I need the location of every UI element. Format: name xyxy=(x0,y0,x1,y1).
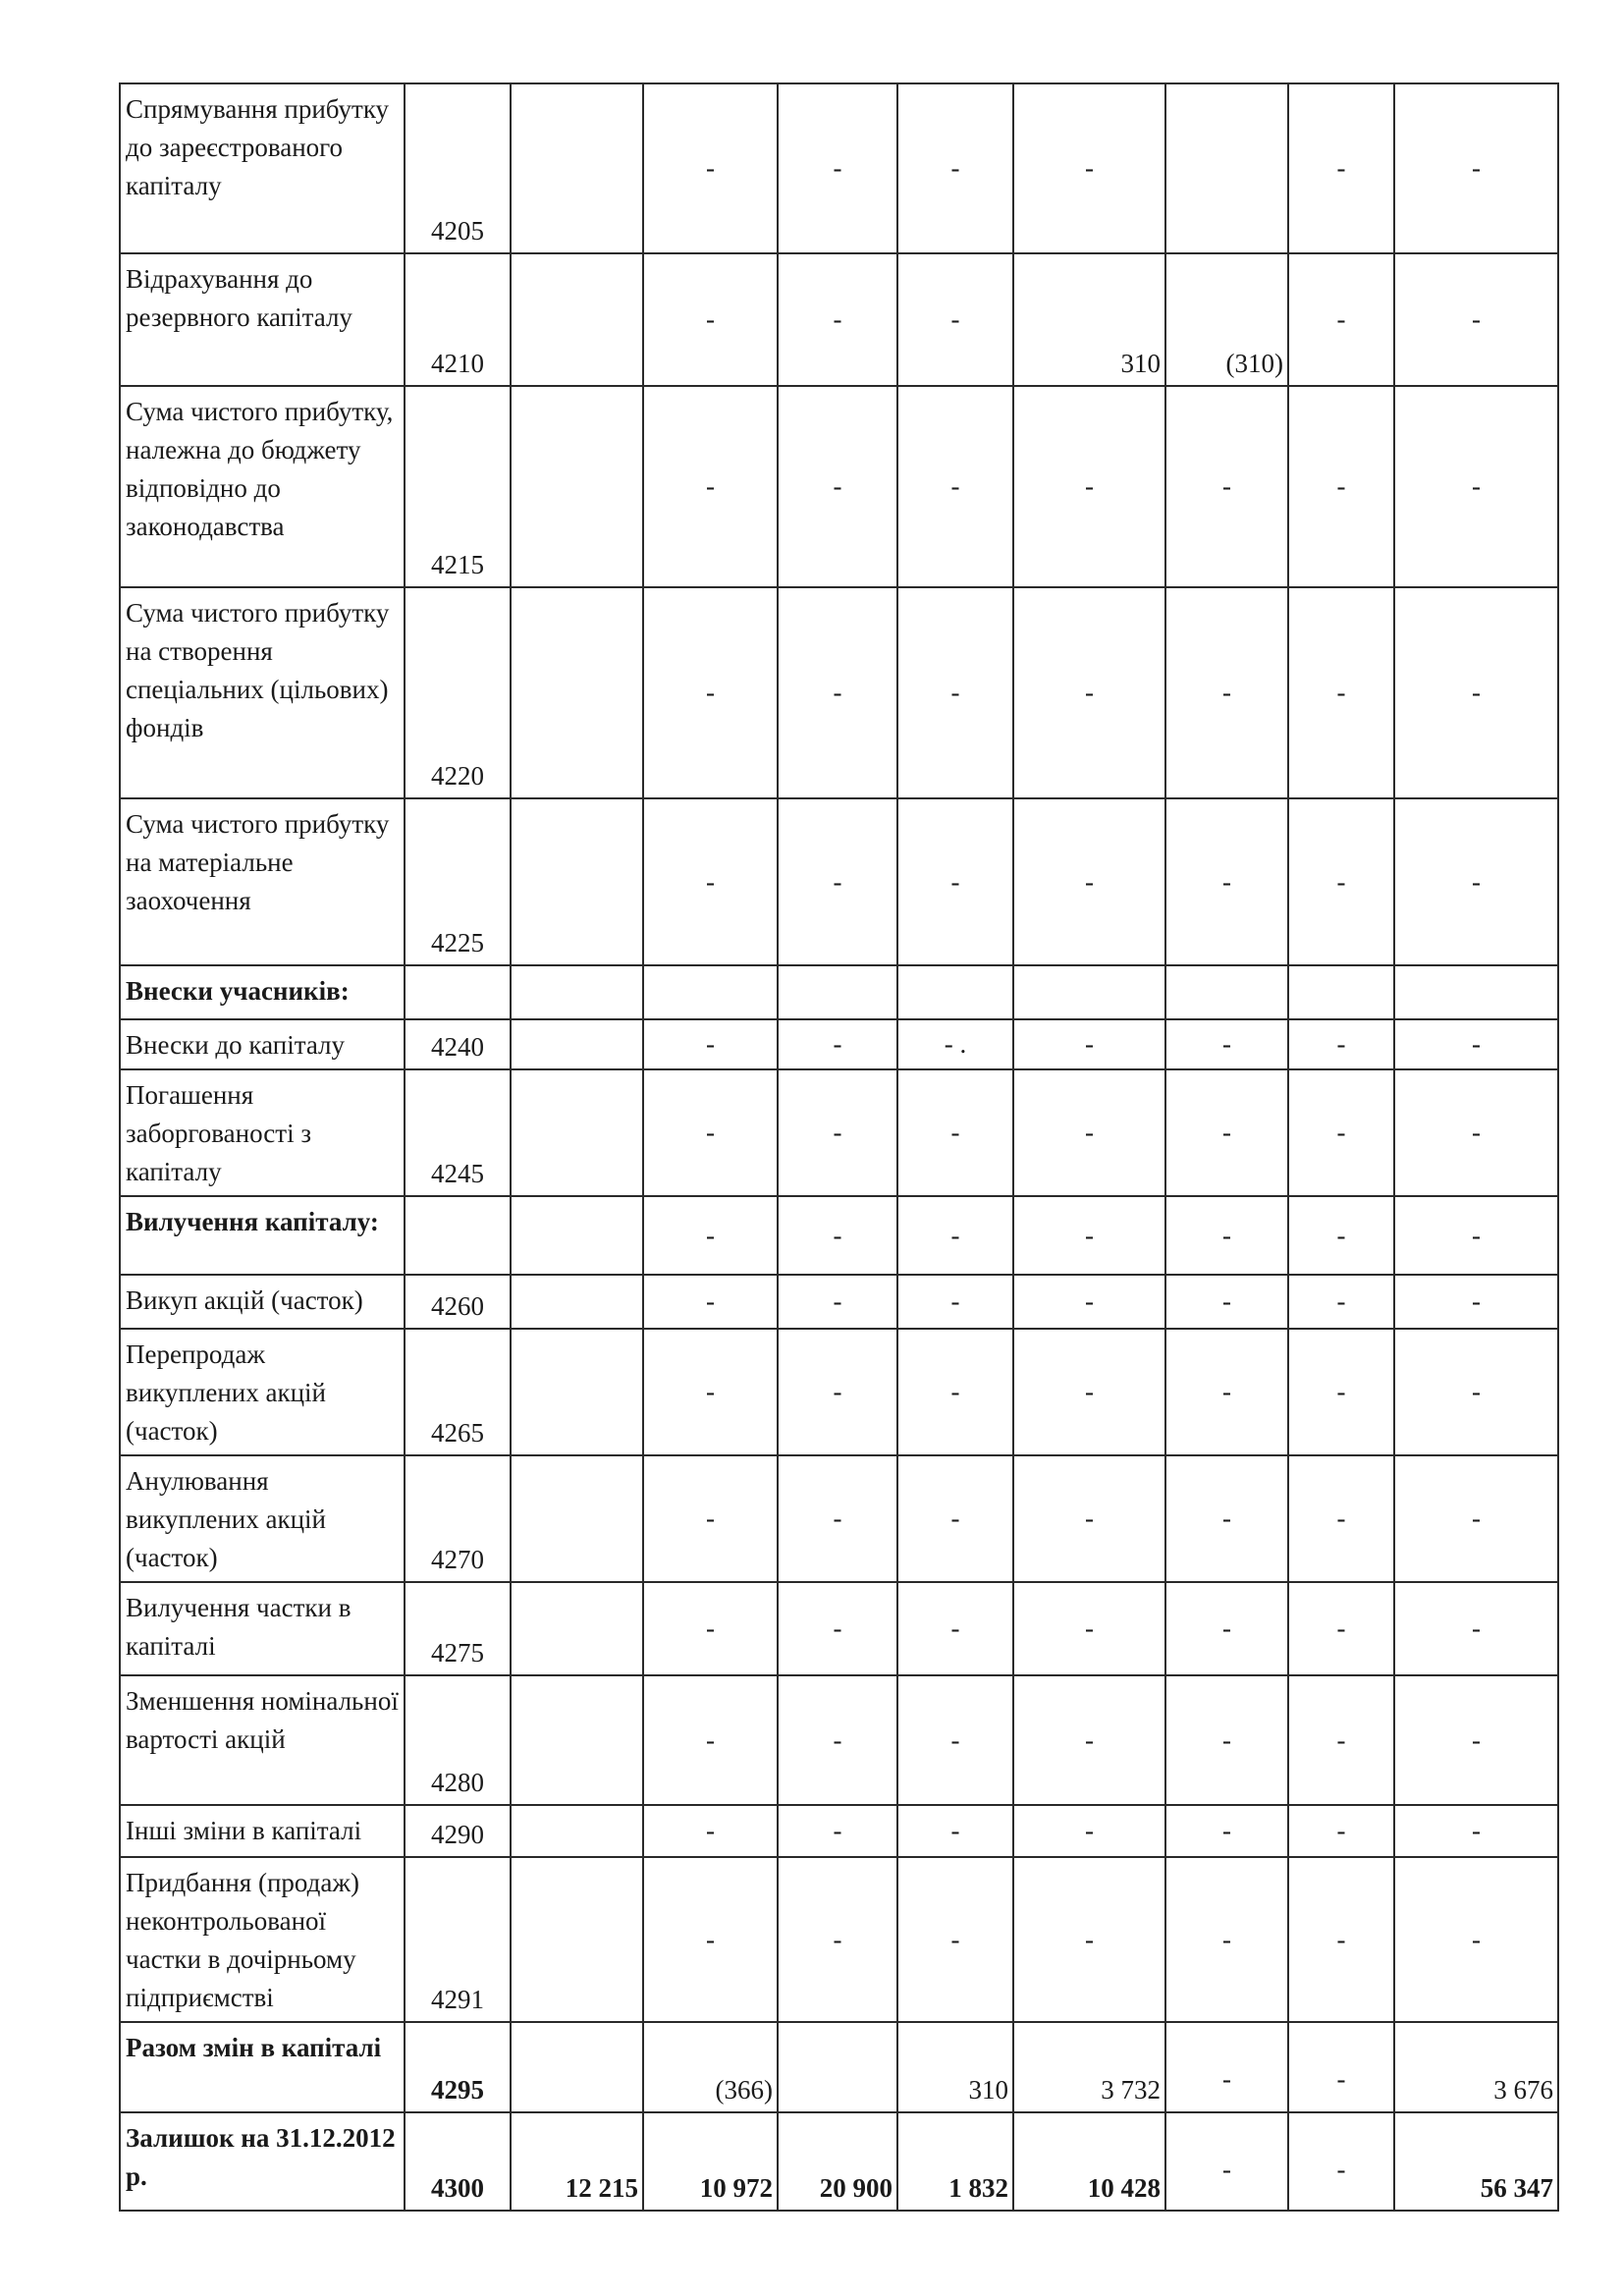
value-cell: - xyxy=(1013,1275,1165,1329)
value-cell: - xyxy=(778,587,897,798)
value-cell: - xyxy=(1165,1675,1288,1805)
table-row xyxy=(120,1582,1558,1675)
value-cell: - xyxy=(1394,1675,1558,1805)
value-cell: - xyxy=(1288,386,1394,587)
table-row xyxy=(120,1329,1558,1455)
row-code: 4245 xyxy=(405,1069,511,1196)
value-cell: - xyxy=(643,587,778,798)
value-cell: - xyxy=(1013,587,1165,798)
value-cell: - xyxy=(1013,1329,1165,1455)
value-cell: - xyxy=(1288,1019,1394,1069)
value-cell: - xyxy=(897,587,1013,798)
value-cell: - xyxy=(643,1582,778,1675)
value-cell: - xyxy=(778,1582,897,1675)
value-cell: - xyxy=(1288,798,1394,965)
value-cell: - xyxy=(643,1455,778,1582)
value-cell: - xyxy=(1288,83,1394,253)
value-cell: - xyxy=(643,1805,778,1857)
value-cell: - xyxy=(643,1069,778,1196)
value-cell: - xyxy=(1165,798,1288,965)
value-cell: - xyxy=(1394,1455,1558,1582)
value-cell: - xyxy=(778,83,897,253)
table-row xyxy=(120,1069,1558,1196)
value-cell xyxy=(1288,965,1394,1019)
value-cell: - xyxy=(897,798,1013,965)
value-cell: 12 215 xyxy=(511,2112,643,2211)
value-cell: - xyxy=(1013,1069,1165,1196)
value-cell xyxy=(1165,83,1288,253)
row-code xyxy=(405,1196,511,1275)
value-cell: - xyxy=(897,1329,1013,1455)
value-cell xyxy=(643,965,778,1019)
value-cell xyxy=(511,1675,643,1805)
value-cell: - xyxy=(1013,798,1165,965)
value-cell xyxy=(778,965,897,1019)
table-row xyxy=(120,1019,1558,1069)
value-cell: - xyxy=(897,253,1013,386)
value-cell xyxy=(897,965,1013,1019)
value-cell: - xyxy=(1165,1805,1288,1857)
row-code: 4280 xyxy=(405,1675,511,1805)
value-cell: 310 xyxy=(1013,253,1165,386)
table-row xyxy=(120,798,1558,965)
row-code xyxy=(405,965,511,1019)
row-label: Зменшення номінальної вартості акцій xyxy=(120,1675,405,1805)
row-code: 4225 xyxy=(405,798,511,965)
value-cell: - xyxy=(897,1805,1013,1857)
value-cell: - xyxy=(1288,1675,1394,1805)
value-cell: - xyxy=(1013,83,1165,253)
value-cell: - xyxy=(778,1069,897,1196)
value-cell: - xyxy=(1165,2112,1288,2211)
value-cell xyxy=(511,83,643,253)
value-cell: - xyxy=(1288,1582,1394,1675)
value-cell: - xyxy=(643,1329,778,1455)
value-cell: - xyxy=(1394,253,1558,386)
value-cell: - xyxy=(778,386,897,587)
value-cell: - xyxy=(778,1275,897,1329)
value-cell xyxy=(511,1196,643,1275)
value-cell: - xyxy=(1165,1582,1288,1675)
value-cell: - xyxy=(643,1196,778,1275)
value-cell: - xyxy=(897,1582,1013,1675)
value-cell: - xyxy=(1394,1196,1558,1275)
row-code: 4220 xyxy=(405,587,511,798)
table-row xyxy=(120,587,1558,798)
value-cell xyxy=(511,1857,643,2022)
table-row xyxy=(120,253,1558,386)
value-cell: - xyxy=(1165,1019,1288,1069)
value-cell xyxy=(778,2022,897,2112)
value-cell: - . xyxy=(897,1019,1013,1069)
value-cell: - xyxy=(1288,587,1394,798)
table-row xyxy=(120,1275,1558,1329)
row-code: 4205 xyxy=(405,83,511,253)
value-cell: - xyxy=(1288,1196,1394,1275)
section-heading: Внески учасників: xyxy=(120,965,405,1019)
table-row xyxy=(120,2022,1558,2112)
value-cell: - xyxy=(1013,1675,1165,1805)
value-cell: - xyxy=(643,1675,778,1805)
value-cell: 10 428 xyxy=(1013,2112,1165,2211)
value-cell: - xyxy=(1288,1069,1394,1196)
row-code: 4210 xyxy=(405,253,511,386)
table-row xyxy=(120,1675,1558,1805)
value-cell: 310 xyxy=(897,2022,1013,2112)
row-label: Придбання (продаж) неконтрольованої частки в дочірньому підприємстві xyxy=(120,1857,405,2022)
value-cell: - xyxy=(1394,798,1558,965)
value-cell: - xyxy=(1394,587,1558,798)
value-cell xyxy=(511,1275,643,1329)
row-code: 4300 xyxy=(405,2112,511,2211)
value-cell: - xyxy=(1394,386,1558,587)
value-cell: - xyxy=(1394,1019,1558,1069)
value-cell: - xyxy=(1013,1196,1165,1275)
value-cell: - xyxy=(1013,1805,1165,1857)
value-cell: - xyxy=(1013,1455,1165,1582)
value-cell xyxy=(1394,965,1558,1019)
value-cell: - xyxy=(1165,1196,1288,1275)
value-cell xyxy=(511,1805,643,1857)
value-cell xyxy=(511,253,643,386)
value-cell xyxy=(511,2022,643,2112)
value-cell: - xyxy=(897,1455,1013,1582)
value-cell: - xyxy=(897,1069,1013,1196)
row-label: Викуп акцій (часток) xyxy=(120,1275,405,1329)
value-cell: - xyxy=(1394,1329,1558,1455)
value-cell: - xyxy=(1288,1857,1394,2022)
row-label: Разом змін в капіталі xyxy=(120,2022,405,2112)
value-cell: - xyxy=(1165,587,1288,798)
value-cell: - xyxy=(1165,1275,1288,1329)
value-cell: - xyxy=(897,1675,1013,1805)
row-label: Сума чистого прибутку, належна до бюджету відповідно до законодавства xyxy=(120,386,405,587)
value-cell: - xyxy=(643,386,778,587)
value-cell: - xyxy=(778,1329,897,1455)
table-row xyxy=(120,2112,1558,2211)
row-code: 4240 xyxy=(405,1019,511,1069)
value-cell: - xyxy=(778,1675,897,1805)
value-cell xyxy=(511,798,643,965)
value-cell: - xyxy=(778,1019,897,1069)
table-row xyxy=(120,83,1558,253)
value-cell: (366) xyxy=(643,2022,778,2112)
value-cell: 10 972 xyxy=(643,2112,778,2211)
value-cell: - xyxy=(1013,1857,1165,2022)
value-cell: 56 347 xyxy=(1394,2112,1558,2211)
value-cell xyxy=(511,386,643,587)
value-cell: 20 900 xyxy=(778,2112,897,2211)
value-cell: - xyxy=(1013,1582,1165,1675)
section-heading: Вилучення капіталу: xyxy=(120,1196,405,1275)
value-cell: - xyxy=(897,83,1013,253)
value-cell: - xyxy=(778,798,897,965)
value-cell: - xyxy=(1288,1329,1394,1455)
value-cell: 3 732 xyxy=(1013,2022,1165,2112)
value-cell: - xyxy=(1165,1069,1288,1196)
value-cell: (310) xyxy=(1165,253,1288,386)
row-label: Відрахування до резервного капіталу xyxy=(120,253,405,386)
row-label: Анулювання викуплених акцій (часток) xyxy=(120,1455,405,1582)
value-cell: - xyxy=(1394,1582,1558,1675)
value-cell: - xyxy=(1288,2022,1394,2112)
value-cell: - xyxy=(897,1857,1013,2022)
row-label: Сума чистого прибутку на створення спеціальних (цільових) фондів xyxy=(120,587,405,798)
value-cell xyxy=(511,1455,643,1582)
value-cell: - xyxy=(1394,1275,1558,1329)
value-cell: 1 832 xyxy=(897,2112,1013,2211)
value-cell: - xyxy=(1288,1275,1394,1329)
row-label: Вилучення частки в капіталі xyxy=(120,1582,405,1675)
value-cell: - xyxy=(643,798,778,965)
value-cell: - xyxy=(778,1857,897,2022)
value-cell: - xyxy=(897,1196,1013,1275)
row-code: 4290 xyxy=(405,1805,511,1857)
value-cell: - xyxy=(897,1275,1013,1329)
value-cell: - xyxy=(1013,1019,1165,1069)
row-code: 4291 xyxy=(405,1857,511,2022)
table-row xyxy=(120,1805,1558,1857)
row-label: Інші зміни в капіталі xyxy=(120,1805,405,1857)
value-cell xyxy=(511,965,643,1019)
value-cell xyxy=(511,1329,643,1455)
row-code: 4215 xyxy=(405,386,511,587)
value-cell: - xyxy=(643,1857,778,2022)
value-cell xyxy=(511,1019,643,1069)
value-cell xyxy=(511,1582,643,1675)
value-cell: - xyxy=(1165,1857,1288,2022)
value-cell: - xyxy=(1165,2022,1288,2112)
value-cell: - xyxy=(778,1805,897,1857)
value-cell xyxy=(511,1069,643,1196)
table-row xyxy=(120,1196,1558,1275)
value-cell: - xyxy=(1165,1455,1288,1582)
row-label: Перепродаж викуплених акцій (часток) xyxy=(120,1329,405,1455)
row-code: 4275 xyxy=(405,1582,511,1675)
row-code: 4270 xyxy=(405,1455,511,1582)
table-row xyxy=(120,1455,1558,1582)
value-cell: - xyxy=(643,253,778,386)
value-cell: - xyxy=(1165,386,1288,587)
value-cell: - xyxy=(1394,83,1558,253)
value-cell: - xyxy=(897,386,1013,587)
row-label: Внески до капіталу xyxy=(120,1019,405,1069)
value-cell xyxy=(1013,965,1165,1019)
value-cell: - xyxy=(778,253,897,386)
table-row xyxy=(120,386,1558,587)
row-code: 4295 xyxy=(405,2022,511,2112)
value-cell: - xyxy=(1394,1069,1558,1196)
value-cell: - xyxy=(1288,2112,1394,2211)
value-cell: - xyxy=(1394,1857,1558,2022)
value-cell: - xyxy=(778,1455,897,1582)
equity-changes-table xyxy=(119,82,1559,2212)
value-cell: 3 676 xyxy=(1394,2022,1558,2112)
row-label: Сума чистого прибутку на матеріальне заохочення xyxy=(120,798,405,965)
value-cell: - xyxy=(643,1019,778,1069)
value-cell: - xyxy=(1288,1455,1394,1582)
value-cell: - xyxy=(643,1275,778,1329)
table-row xyxy=(120,1857,1558,2022)
value-cell: - xyxy=(1165,1329,1288,1455)
value-cell: - xyxy=(643,83,778,253)
value-cell: - xyxy=(1288,1805,1394,1857)
row-label: Залишок на 31.12.2012 р. xyxy=(120,2112,405,2211)
row-label: Погашення заборгованості з капіталу xyxy=(120,1069,405,1196)
value-cell xyxy=(1165,965,1288,1019)
row-label: Спрямування прибутку до зареєстрованого капіталу xyxy=(120,83,405,253)
value-cell: - xyxy=(1013,386,1165,587)
row-code: 4260 xyxy=(405,1275,511,1329)
row-code: 4265 xyxy=(405,1329,511,1455)
table-row xyxy=(120,965,1558,1019)
value-cell: - xyxy=(1288,253,1394,386)
value-cell xyxy=(511,587,643,798)
value-cell: - xyxy=(778,1196,897,1275)
value-cell: - xyxy=(1394,1805,1558,1857)
